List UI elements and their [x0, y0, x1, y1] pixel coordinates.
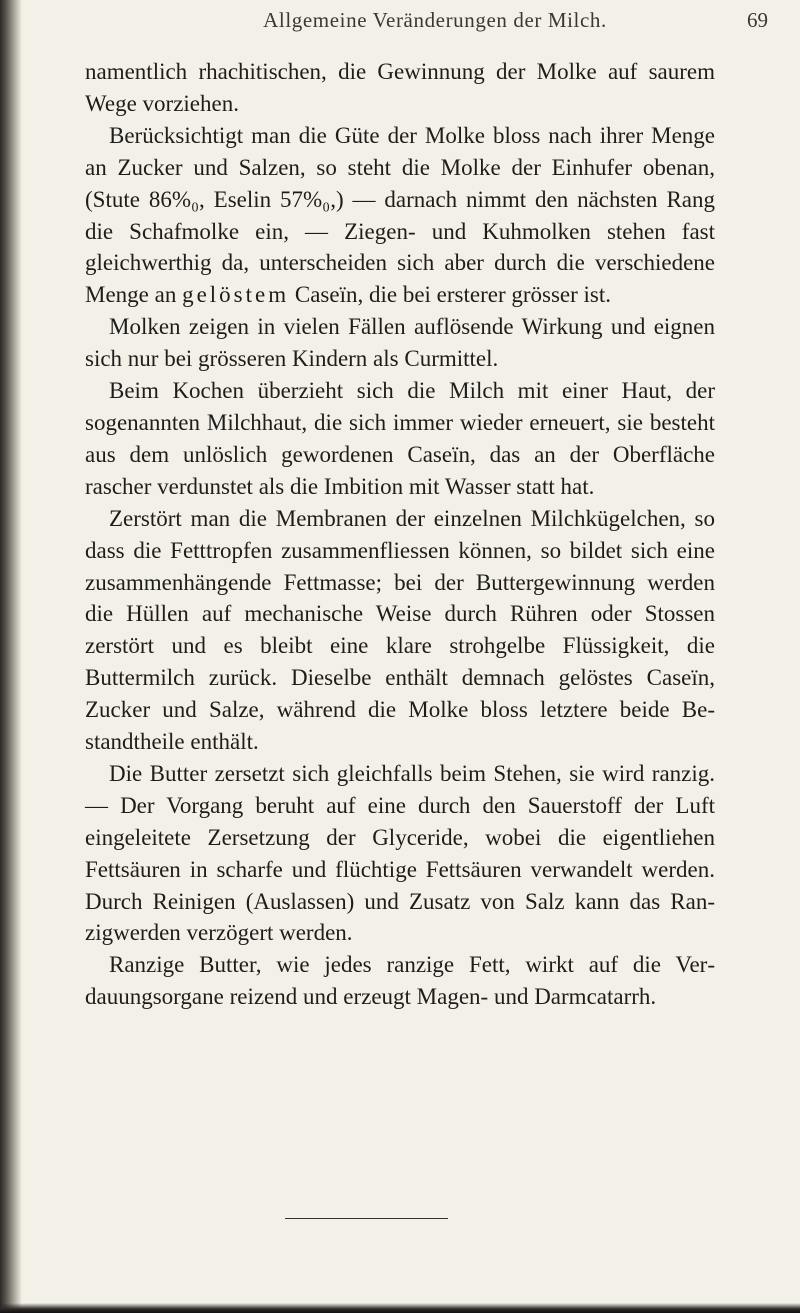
paragraph-whey-preparation: namentlich rhachitischen, die Gewinnung der Molke auf saurem Wege vorziehen. [85, 59, 715, 116]
spaced-emphasis: gelöstem [182, 282, 290, 308]
running-head [90, 8, 780, 38]
paragraph-rancid-butter: Die Butter zersetzt sich gleichfalls beim Stehen, sie wird ranzig. — Der Vorgang beruht auf eine durch den Sauerstoff der Luft eingeleitete Zersetzung der Glyceride, wobei die eigentliehen Fettsäuren in scharfe und flüchtige Fettsäuren verwandelt werden. Durch Reinigen (Auslassen) und Zusatz von Salz kann das Ranzigwerden verzögert werden. [85, 760, 715, 946]
body-text [85, 56, 715, 1013]
running-title: Allgemeine Veränderungen der Milch. [263, 8, 607, 32]
paragraph-text-segment: Berücksichtigt man die Güte der Molke bloss nach ihrer Menge an Zucker und Salzen, so steht die Molke der Einhufer obenan, (Stute 86%₀, Eselin 57%₀,) — darnach nimmt den nächsten Rang die Schafmolke ein, — Ziegen- und Kuhmolken stehen fast gleichwerthig da, unterscheiden sich aber durch die verschiedene Menge an [85, 122, 715, 308]
paragraph-text-segment: Caseïn, die bei ersterer grösser ist. [289, 282, 612, 308]
page-number: 69 [747, 8, 768, 32]
binding-shadow [0, 0, 22, 1313]
paragraph-milk-skin: Beim Kochen überzieht sich die Milch mit einer Haut, der sogenannten Milchhaut, die sich immer wieder erneuert, sie besteht aus dem unlöslich gewordenen Caseïn, das an der Oberfläche rascher verdunstet als die Imbition mit Wasser statt hat. [85, 378, 715, 499]
paragraph-whey-effect: Molken zeigen in vielen Fällen auflösende Wirkung und eignen sich nur bei grösseren Kindern als Curmittel. [85, 314, 715, 372]
paragraph-butter-making: Zerstört man die Membranen der einzelnen Milchkügelchen, so dass die Fetttropfen zusammenfliessen können, so bildet sich eine zusammenhängende Fettmasse; bei der Buttergewinnung werden die Hüllen auf mechanische Weise durch Rühren oder Stossen zerstört und es bleibt eine klare strohgelbe Flüssigkeit, die Buttermilch zurück. Dieselbe enthält demnach gelöstes Caseïn, Zucker und Salze, während die Molke bloss letztere beide Bestandtheile enthält. [85, 505, 715, 755]
end-rule [285, 1218, 448, 1219]
paragraph-digestive-effect: Ranzige Butter, wie jedes ranzige Fett, wirkt auf die Verdauungsorgane reizend und erzeugt Magen- und Darmcatarrh. [85, 952, 715, 1010]
paragraph-whey-quality [85, 120, 715, 311]
page-bottom-edge [0, 1303, 800, 1313]
